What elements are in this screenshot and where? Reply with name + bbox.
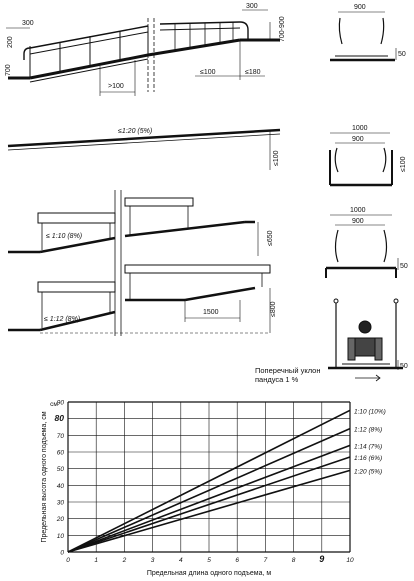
y-tick-label: 90 xyxy=(56,399,64,407)
dim-le100: ≤100 xyxy=(200,69,216,76)
dim-le800: ≤800 xyxy=(270,301,277,317)
series-label: 1:12 (8%) xyxy=(354,426,383,434)
sec2-1000: 1000 xyxy=(352,125,368,132)
y-tick-label: 10 xyxy=(56,532,64,540)
caption-line-2: пандуса 1 % xyxy=(255,375,299,384)
ramp-elevation-2 xyxy=(8,130,280,170)
x-tick-label: 4 xyxy=(178,557,183,564)
ramp-elevation-1 xyxy=(6,10,280,96)
x-tick-label: 2 xyxy=(122,557,127,564)
sec4-50: 50 xyxy=(400,363,408,370)
y-tick-label: 80 xyxy=(54,413,64,424)
x-tick-label: 3 xyxy=(150,557,155,564)
sec3-50: 50 xyxy=(400,263,408,270)
series-label: 1:14 (7%) xyxy=(354,443,383,451)
dim-200: 200 xyxy=(7,36,14,48)
sec2-le100: ≤100 xyxy=(400,156,407,172)
chart xyxy=(41,400,386,578)
y-tick-label: 20 xyxy=(56,516,64,524)
slope-1-20: ≤1:20 (5%) xyxy=(118,128,153,135)
ramp-elevation-3 xyxy=(8,190,258,258)
dim-300-left: 300 xyxy=(22,20,34,27)
ramp-elevation-4 xyxy=(8,258,270,336)
sec3-900: 900 xyxy=(352,218,364,225)
y-tick-label: 0 xyxy=(60,549,64,557)
y-axis-title: Предельная высота одного подъема, см xyxy=(41,411,48,543)
section-1 xyxy=(330,12,396,60)
dim-700: 700 xyxy=(5,64,12,76)
x-tick-label: 6 xyxy=(235,557,240,564)
dim-300-right: 300 xyxy=(246,3,258,10)
dim-700-900: 700-900 xyxy=(279,16,286,42)
series-label: 1:20 (5%) xyxy=(354,468,383,476)
x-tick-label: 10 xyxy=(346,557,354,564)
y-tick-label: 30 xyxy=(56,499,64,507)
dim-le100-r2: ≤100 xyxy=(273,150,280,166)
dim-1500: 1500 xyxy=(203,309,219,316)
dim-le180: ≤180 xyxy=(245,69,261,76)
sec2-900: 900 xyxy=(352,136,364,143)
x-tick-label: 5 xyxy=(207,557,211,564)
slope-1-10: ≤ 1:10 (8%) xyxy=(46,233,83,240)
y-tick-label: 60 xyxy=(56,449,64,457)
dim-gt100: >100 xyxy=(108,83,124,90)
x-axis-title: Предельная длина одного подъема, м xyxy=(146,570,272,577)
x-tick-label: 7 xyxy=(263,557,268,564)
dim-le650: ≤650 xyxy=(267,230,274,246)
slope-1-12: ≤ 1:12 (8%) xyxy=(44,316,81,323)
y-tick-label: 70 xyxy=(56,432,64,440)
y-unit-label: см xyxy=(50,401,58,408)
series-label: 1:16 (6%) xyxy=(354,455,383,462)
sec1-50: 50 xyxy=(398,51,406,58)
sec1-900: 900 xyxy=(354,4,366,11)
x-tick-label: 8 xyxy=(291,557,296,564)
x-tick-label: 9 xyxy=(319,554,325,564)
y-tick-label: 40 xyxy=(56,482,64,490)
x-tick-label: 0 xyxy=(66,557,70,564)
x-tick-label: 1 xyxy=(94,557,99,564)
series-label: 1:10 (10%) xyxy=(354,408,386,416)
sec3-1000: 1000 xyxy=(350,207,366,214)
cross-slope-caption xyxy=(255,366,355,384)
caption-line-1: Поперечный уклон xyxy=(255,366,321,375)
y-tick-label: 50 xyxy=(56,466,64,474)
